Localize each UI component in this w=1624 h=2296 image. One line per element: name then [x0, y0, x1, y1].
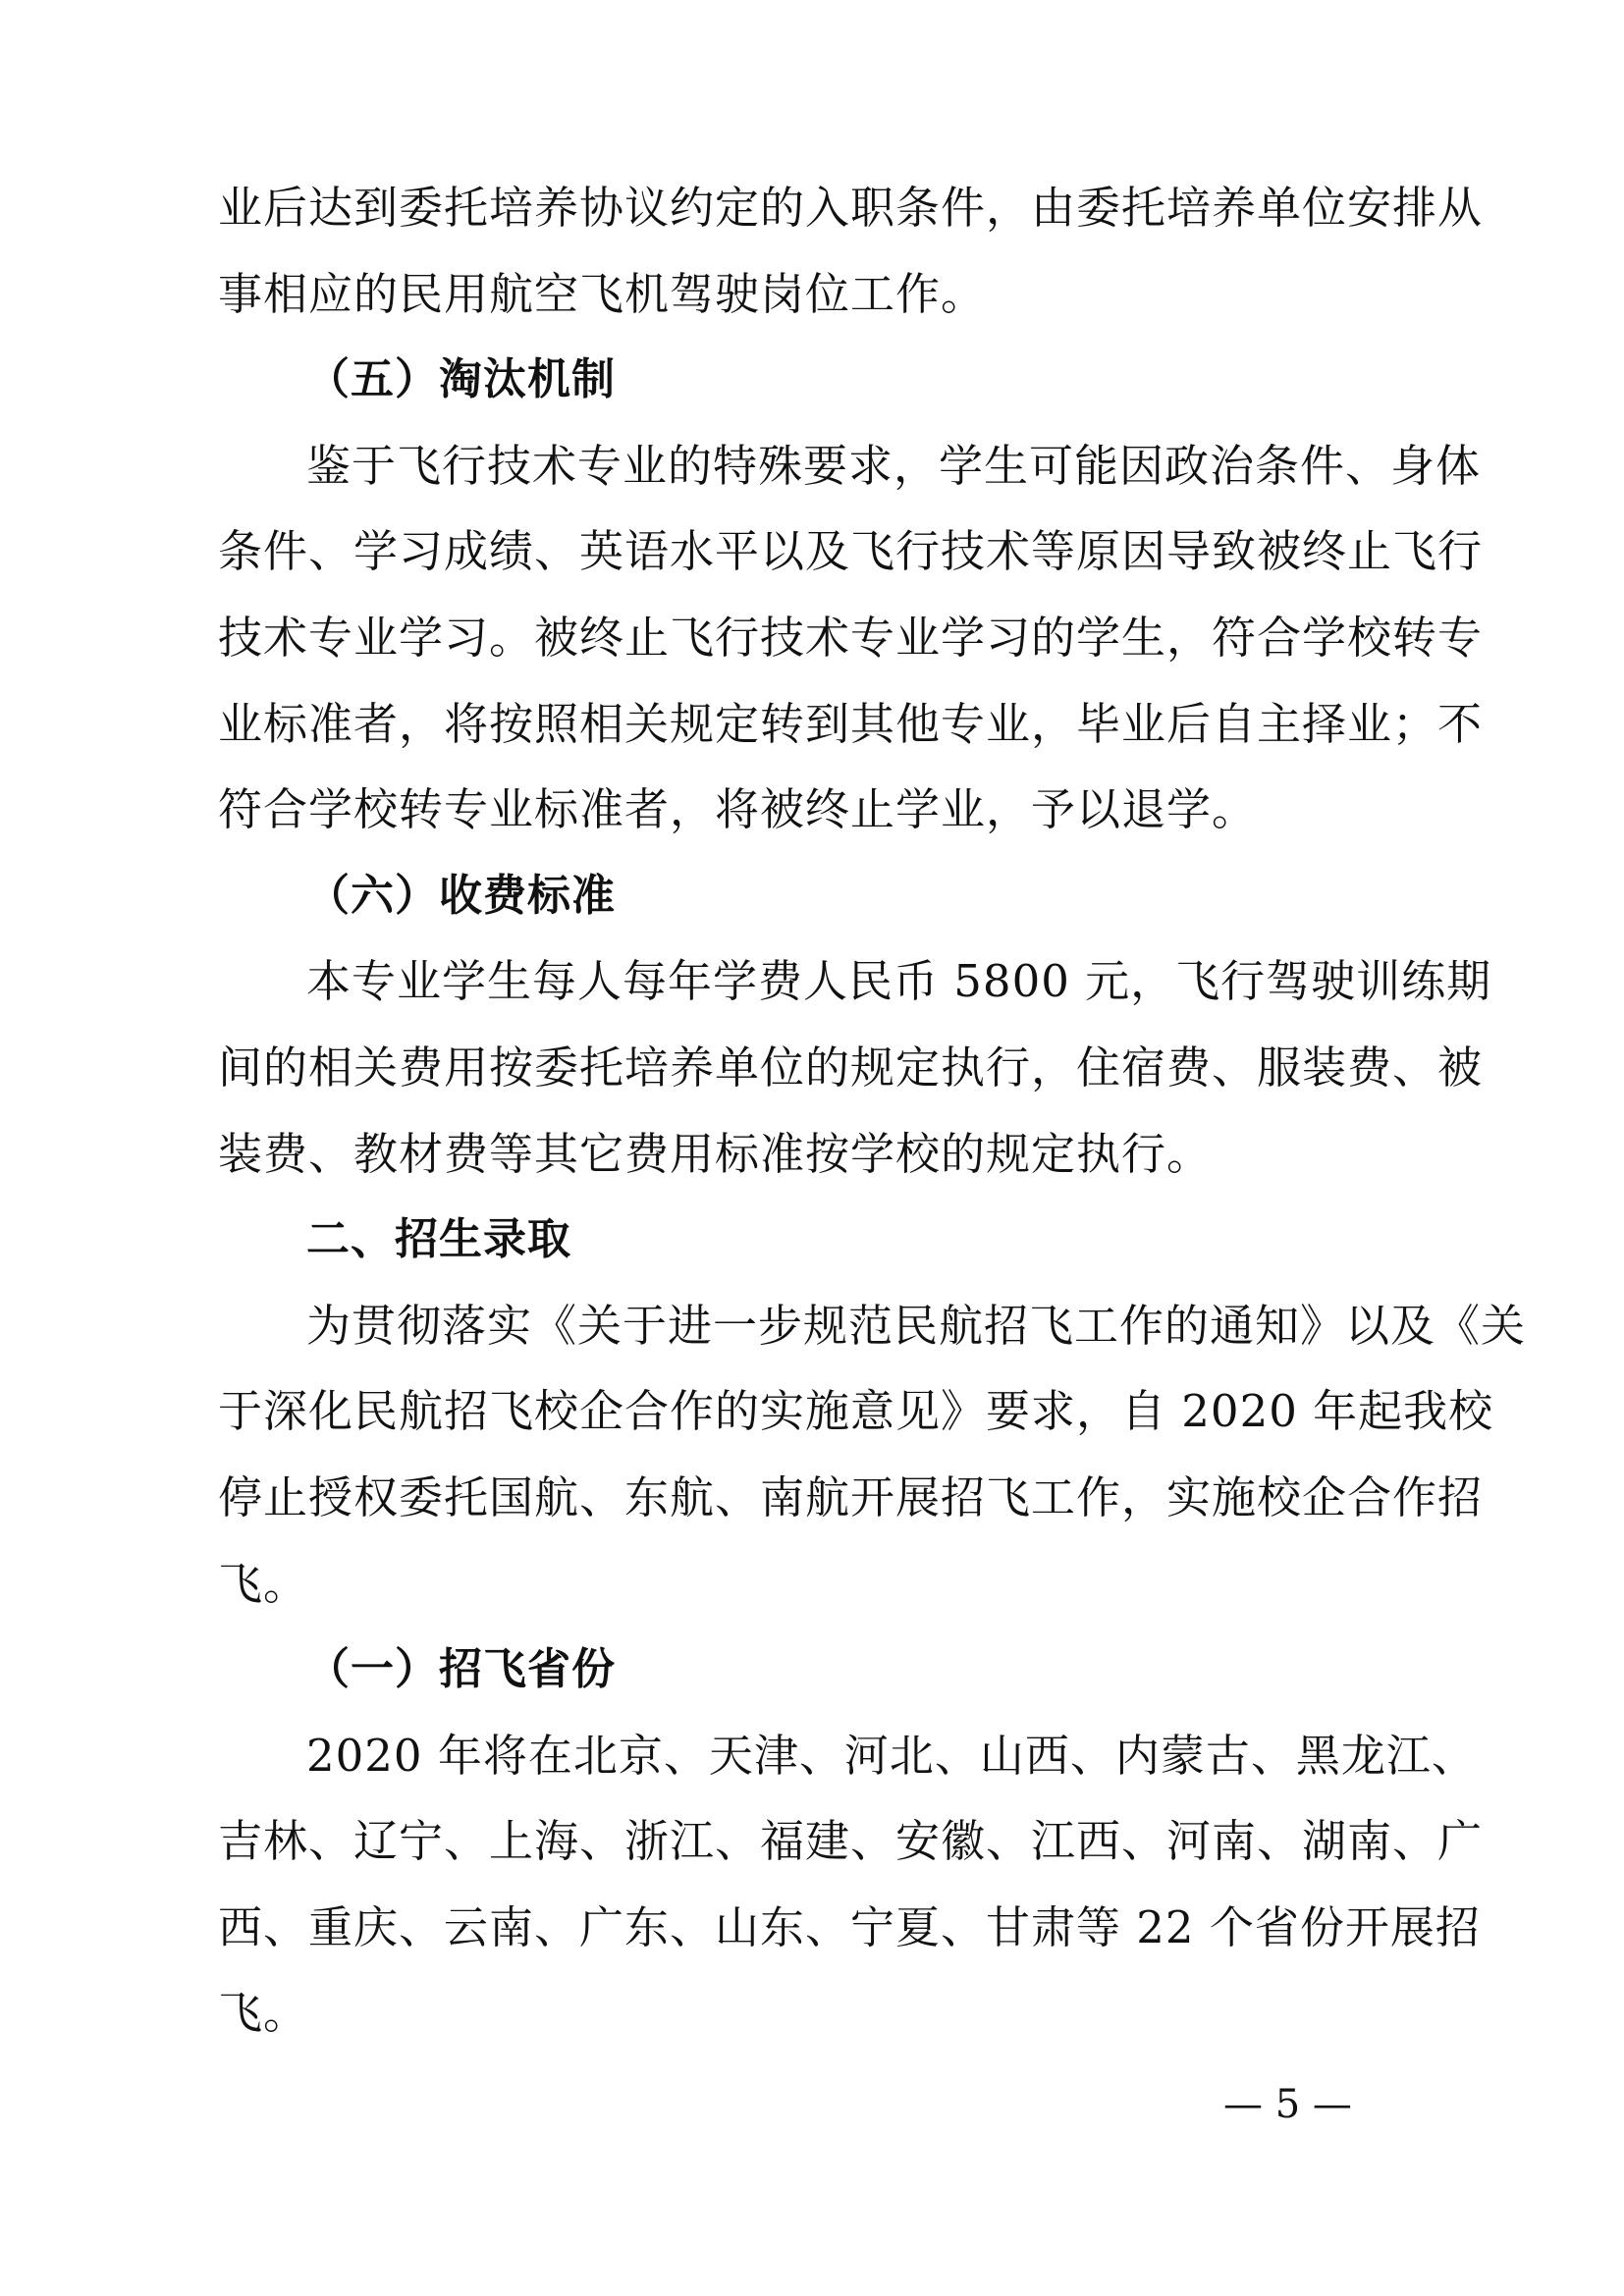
- paragraph-line: 符合学校转专业标准者，将被终止学业，予以退学。: [218, 783, 1258, 836]
- paragraph-line: 事相应的民用航空飞机驾驶岗位工作。: [218, 267, 987, 320]
- paragraph-line: 飞。: [218, 1557, 309, 1610]
- paragraph-line: 鉴于飞行技术专业的特殊要求，学生可能因政治条件、身体: [306, 439, 1482, 492]
- paragraph-line: 条件、学习成绩、英语水平以及飞行技术等原因导致被终止飞行: [218, 525, 1484, 578]
- paragraph-line: 西、重庆、云南、广东、山东、宁夏、甘肃等 22 个省份开展招: [218, 1900, 1481, 1953]
- paragraph-line: 技术专业学习。被终止飞行技术专业学习的学生，符合学校转专: [218, 611, 1484, 664]
- paragraph-line: 2020 年将在北京、天津、河北、山西、内蒙古、黑龙江、: [306, 1729, 1477, 1782]
- body-text: [218, 165, 1527, 2056]
- paragraph-line: 为贯彻落实《关于进一步规范民航招飞工作的通知》以及《关: [306, 1299, 1527, 1352]
- paragraph-line: 业后达到委托培养协议约定的入职条件，由委托培养单位安排从: [218, 182, 1484, 234]
- paragraph-line: 飞。: [218, 1987, 309, 2040]
- subsection-heading: （五）淘汰机制: [306, 354, 616, 405]
- paragraph-line: 于深化民航招飞校企合作的实施意见》要求，自 2020 年起我校: [218, 1385, 1494, 1438]
- subsection-heading: （六）收费标准: [306, 870, 616, 921]
- paragraph-line: 吉林、辽宁、上海、浙江、福建、安徽、江西、河南、湖南、广: [218, 1815, 1484, 1868]
- paragraph-line: 停止授权委托国航、东航、南航开展招飞工作，实施校企合作招: [218, 1470, 1484, 1523]
- paragraph-line: 间的相关费用按委托培养单位的规定执行，住宿费、服装费、被: [218, 1041, 1484, 1094]
- paragraph-line: 本专业学生每人每年学费人民币 5800 元，飞行驾驶训练期: [306, 955, 1492, 1008]
- page-number: — 5 —: [1223, 2082, 1352, 2127]
- paragraph-line: 装费、教材费等其它费用标准按学校的规定执行。: [218, 1127, 1213, 1180]
- subsection-heading: （一）招飞省份: [306, 1644, 616, 1695]
- paragraph-line: 业标准者，将按照相关规定转到其他专业，毕业后自主择业；不: [218, 697, 1484, 750]
- section-heading: 二、招生录取: [306, 1214, 571, 1265]
